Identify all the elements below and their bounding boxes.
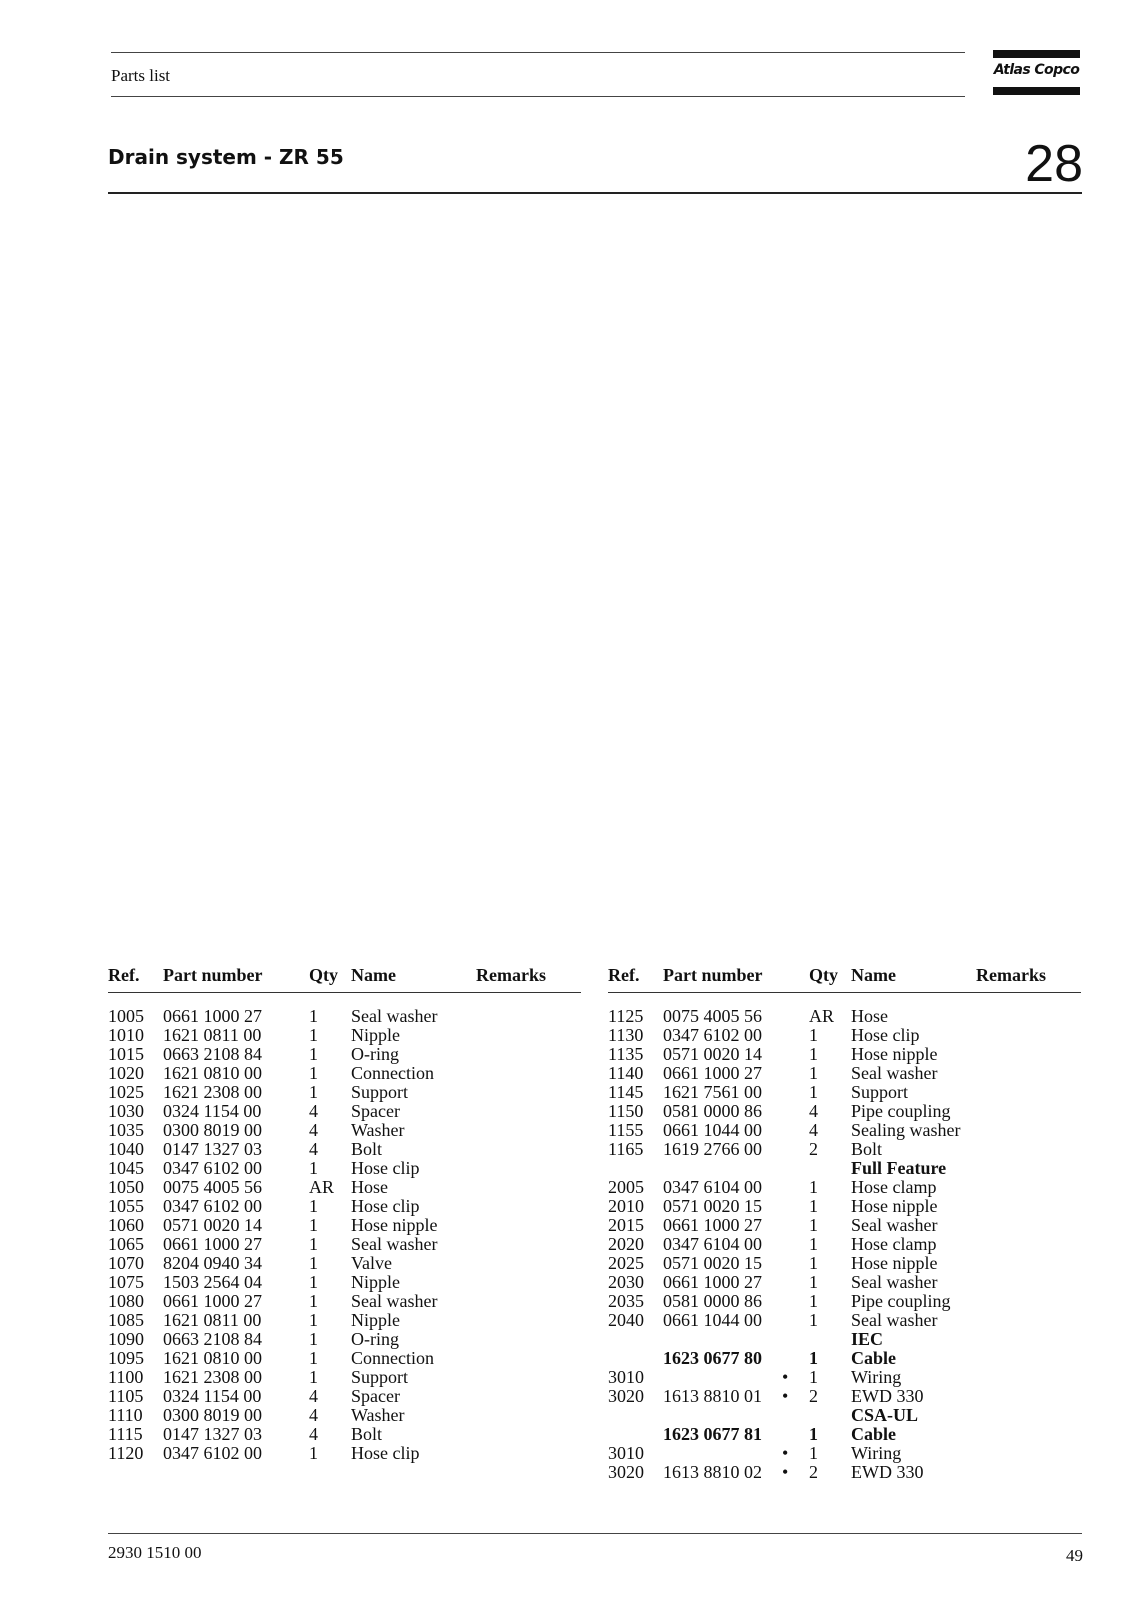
cell-name: Seal washer [851, 1310, 938, 1330]
cell-marker: • [782, 1462, 789, 1482]
cell-part-number: 0347 6102 00 [163, 1443, 262, 1463]
cell-part-number: 0571 0020 14 [163, 1215, 262, 1235]
table-row [108, 1368, 581, 1387]
table-body [108, 993, 581, 1463]
cell-qty: 1 [809, 1253, 818, 1273]
table-row [608, 1083, 1081, 1102]
col-remarks: Remarks [976, 965, 1046, 985]
cell-qty: 2 [809, 1462, 818, 1482]
cell-ref: 3020 [608, 1386, 644, 1406]
table-row [608, 1121, 1081, 1140]
cell-name: Support [351, 1367, 409, 1387]
cell-part-number: 0661 1000 27 [163, 1006, 262, 1026]
cell-ref: 1080 [108, 1291, 144, 1311]
cell-ref: 1120 [108, 1443, 144, 1463]
cell-ref: 2020 [608, 1234, 644, 1254]
cell-ref: 1035 [108, 1120, 144, 1140]
cell-ref: 1130 [608, 1025, 644, 1045]
cell-part-number: 1623 0677 81 [663, 1424, 762, 1444]
table-row [108, 1216, 581, 1235]
cell-qty: 1 [809, 1044, 818, 1064]
logo-wordmark: Atlas Copco [993, 62, 1080, 78]
table-row [608, 1026, 1081, 1045]
cell-ref: 1040 [108, 1139, 144, 1159]
cell-name: Support [851, 1082, 909, 1102]
cell-part-number: 0571 0020 15 [663, 1253, 762, 1273]
cell-qty: 1 [809, 1291, 818, 1311]
cell-qty: 1 [309, 1082, 318, 1102]
table-row [608, 1406, 1081, 1425]
cell-part-number: 1621 0811 00 [163, 1310, 262, 1330]
cell-ref: 2025 [608, 1253, 644, 1273]
table-row [608, 1064, 1081, 1083]
table-row [108, 1425, 581, 1444]
table-row [108, 1121, 581, 1140]
cell-name: Seal washer [851, 1063, 938, 1083]
cell-part-number: 0324 1154 00 [163, 1386, 262, 1406]
cell-qty: 2 [809, 1139, 818, 1159]
cell-qty: 1 [309, 1234, 318, 1254]
cell-ref: 2035 [608, 1291, 644, 1311]
table-row [108, 1102, 581, 1121]
table-row [608, 1178, 1081, 1197]
cell-part-number: 0300 8019 00 [163, 1120, 262, 1140]
header-top-rule [111, 52, 965, 53]
table-row [608, 1102, 1081, 1121]
cell-name: Nipple [351, 1272, 400, 1292]
logo-bottom-bar [993, 87, 1080, 95]
cell-ref: 2040 [608, 1310, 644, 1330]
cell-name: Connection [351, 1348, 434, 1368]
cell-name: Bolt [351, 1139, 383, 1159]
cell-qty: 1 [309, 1310, 318, 1330]
table-row [108, 1444, 581, 1463]
col-part-number: Part number [663, 965, 763, 985]
cell-ref: 1115 [108, 1424, 143, 1444]
cell-part-number: 0075 4005 56 [163, 1177, 262, 1197]
cell-part-number: 0661 1000 27 [663, 1215, 762, 1235]
table-header [108, 965, 581, 993]
cell-qty: 1 [309, 1291, 318, 1311]
cell-name: Washer [351, 1405, 405, 1425]
col-qty: Qty [809, 965, 838, 985]
cell-qty: 1 [309, 1443, 318, 1463]
cell-part-number: 0581 0000 86 [663, 1101, 762, 1121]
cell-ref: 1105 [108, 1386, 144, 1406]
cell-part-number: 1613 8810 02 [663, 1462, 762, 1482]
cell-ref: 1145 [608, 1082, 644, 1102]
cell-ref: 1135 [608, 1044, 644, 1064]
cell-part-number: 0663 2108 84 [163, 1329, 262, 1349]
cell-qty: 4 [809, 1101, 818, 1121]
footer-rule [108, 1533, 1082, 1534]
section-label: Parts list [111, 66, 171, 85]
cell-part-number: 0300 8019 00 [163, 1405, 262, 1425]
cell-name: Hose clamp [851, 1177, 937, 1197]
cell-part-number: 0661 1044 00 [663, 1120, 762, 1140]
table-row [108, 1311, 581, 1330]
cell-name: IEC [851, 1329, 884, 1349]
cell-ref: 1010 [108, 1025, 144, 1045]
cell-name: Hose clamp [851, 1234, 937, 1254]
cell-name: Seal washer [351, 1291, 438, 1311]
cell-ref: 1070 [108, 1253, 144, 1273]
cell-name: Nipple [351, 1310, 400, 1330]
page-number: 49 [1066, 1546, 1083, 1565]
table-row [108, 1007, 581, 1026]
cell-part-number: 0347 6104 00 [663, 1177, 762, 1197]
cell-part-number: 1621 2308 00 [163, 1367, 262, 1387]
col-qty: Qty [309, 965, 338, 985]
table-row [608, 1273, 1081, 1292]
table-row [108, 1159, 581, 1178]
parts-table-right [608, 965, 1081, 1482]
cell-name: Hose nipple [351, 1215, 438, 1235]
cell-part-number: 1621 0811 00 [163, 1025, 262, 1045]
table-row [108, 1330, 581, 1349]
table-row [108, 1026, 581, 1045]
cell-part-number: 0661 1000 27 [663, 1063, 762, 1083]
cell-qty: 4 [309, 1101, 318, 1121]
cell-qty: 1 [809, 1443, 818, 1463]
cell-ref: 1030 [108, 1101, 144, 1121]
cell-ref: 1150 [608, 1101, 644, 1121]
table-row [608, 1444, 1081, 1463]
cell-qty: 4 [309, 1386, 318, 1406]
cell-name: Hose nipple [851, 1253, 938, 1273]
cell-name: Seal washer [851, 1215, 938, 1235]
cell-name: O-ring [351, 1329, 399, 1349]
cell-name: Hose [851, 1006, 888, 1026]
cell-name: Cable [851, 1424, 896, 1444]
cell-part-number: 0661 1044 00 [663, 1310, 762, 1330]
section-number: 28 [1025, 135, 1083, 193]
table-row [608, 1007, 1081, 1026]
cell-part-number: 0347 6102 00 [663, 1025, 762, 1045]
cell-qty: 1 [309, 1329, 318, 1349]
cell-ref: 1085 [108, 1310, 144, 1330]
cell-qty: 1 [309, 1063, 318, 1083]
table-row [108, 1178, 581, 1197]
cell-qty: 1 [809, 1310, 818, 1330]
cell-name: Wiring [851, 1367, 902, 1387]
cell-qty: 1 [809, 1215, 818, 1235]
table-row [108, 1197, 581, 1216]
table-row [608, 1254, 1081, 1273]
cell-qty: 1 [309, 1253, 318, 1273]
cell-qty: 1 [309, 1044, 318, 1064]
cell-ref: 1110 [108, 1405, 143, 1425]
table-row [608, 1197, 1081, 1216]
cell-qty: 1 [309, 1006, 318, 1026]
table-row [608, 1045, 1081, 1064]
cell-marker: • [782, 1443, 789, 1463]
col-name: Name [351, 965, 396, 985]
cell-part-number: 0661 1000 27 [663, 1272, 762, 1292]
atlas-copco-logo [993, 50, 1080, 95]
cell-name: Wiring [851, 1443, 902, 1463]
cell-qty: 4 [309, 1424, 318, 1444]
table-row [108, 1254, 581, 1273]
cell-part-number: 8204 0940 34 [163, 1253, 262, 1273]
cell-part-number: 1623 0677 80 [663, 1348, 762, 1368]
cell-part-number: 0661 1000 27 [163, 1291, 262, 1311]
cell-name: Nipple [351, 1025, 400, 1045]
cell-qty: AR [309, 1177, 335, 1197]
cell-name: Hose nipple [851, 1044, 938, 1064]
cell-part-number: 0347 6104 00 [663, 1234, 762, 1254]
cell-name: Hose clip [351, 1196, 420, 1216]
cell-name: Seal washer [351, 1234, 438, 1254]
col-name: Name [851, 965, 896, 985]
table-row [108, 1387, 581, 1406]
col-remarks: Remarks [476, 965, 546, 985]
cell-part-number: 0661 1000 27 [163, 1234, 262, 1254]
cell-ref: 1125 [608, 1006, 644, 1026]
cell-qty: 1 [309, 1025, 318, 1045]
cell-part-number: 1621 2308 00 [163, 1082, 262, 1102]
cell-ref: 1075 [108, 1272, 144, 1292]
table-header [608, 965, 1081, 993]
cell-name: Seal washer [851, 1272, 938, 1292]
cell-part-number: 0147 1327 03 [163, 1139, 262, 1159]
cell-name: Pipe coupling [851, 1291, 951, 1311]
col-ref: Ref. [608, 965, 640, 985]
cell-qty: 1 [309, 1196, 318, 1216]
cell-ref: 1165 [608, 1139, 644, 1159]
cell-name: Spacer [351, 1386, 400, 1406]
cell-name: Spacer [351, 1101, 400, 1121]
table-row [608, 1330, 1081, 1349]
cell-name: CSA-UL [851, 1405, 919, 1425]
cell-name: Hose clip [851, 1025, 920, 1045]
cell-name: Connection [351, 1063, 434, 1083]
cell-name: Washer [351, 1120, 405, 1140]
cell-name: Cable [851, 1348, 896, 1368]
cell-qty: 4 [309, 1120, 318, 1140]
col-part-number: Part number [163, 965, 263, 985]
cell-ref: 2005 [608, 1177, 644, 1197]
cell-name: Bolt [351, 1424, 383, 1444]
cell-name: Pipe coupling [851, 1101, 951, 1121]
cell-ref: 1095 [108, 1348, 144, 1368]
cell-ref: 3010 [608, 1367, 644, 1387]
cell-ref: 1090 [108, 1329, 144, 1349]
table-row [108, 1140, 581, 1159]
cell-marker: • [782, 1386, 789, 1406]
table-row [608, 1463, 1081, 1482]
table-row [108, 1406, 581, 1425]
cell-qty: 1 [809, 1272, 818, 1292]
cell-part-number: 1503 2564 04 [163, 1272, 262, 1292]
cell-ref: 1065 [108, 1234, 144, 1254]
cell-name: Support [351, 1082, 409, 1102]
title-rule [108, 192, 1082, 194]
page-title: Drain system - ZR 55 [108, 145, 344, 169]
table-row [608, 1159, 1081, 1178]
cell-part-number: 1621 0810 00 [163, 1063, 262, 1083]
cell-name: Full Feature [851, 1158, 947, 1178]
table-row [608, 1311, 1081, 1330]
cell-qty: 1 [809, 1082, 818, 1102]
table-row [608, 1387, 1081, 1406]
document-number: 2930 1510 00 [108, 1543, 202, 1562]
cell-qty: 1 [309, 1348, 318, 1368]
table-row [108, 1045, 581, 1064]
cell-qty: 4 [309, 1405, 318, 1425]
cell-part-number: 0581 0000 86 [663, 1291, 762, 1311]
cell-ref: 1005 [108, 1006, 144, 1026]
cell-qty: 1 [309, 1367, 318, 1387]
cell-part-number: 0571 0020 15 [663, 1196, 762, 1216]
cell-ref: 3010 [608, 1443, 644, 1463]
table-row [608, 1425, 1081, 1444]
cell-ref: 1100 [108, 1367, 144, 1387]
logo-top-bar [993, 50, 1080, 58]
table-row [108, 1064, 581, 1083]
parts-table-left [108, 965, 581, 1463]
cell-name: EWD 330 [851, 1462, 924, 1482]
cell-ref: 1155 [608, 1120, 644, 1140]
cell-ref: 2010 [608, 1196, 644, 1216]
cell-name: Bolt [851, 1139, 883, 1159]
col-ref: Ref. [108, 965, 140, 985]
cell-name: EWD 330 [851, 1386, 924, 1406]
cell-ref: 1020 [108, 1063, 144, 1083]
cell-qty: 1 [809, 1025, 818, 1045]
cell-qty: 1 [809, 1063, 818, 1083]
drawing-area [108, 205, 1082, 945]
table-row [608, 1368, 1081, 1387]
table-row [108, 1083, 581, 1102]
cell-name: O-ring [351, 1044, 399, 1064]
cell-ref: 3020 [608, 1462, 644, 1482]
cell-part-number: 0663 2108 84 [163, 1044, 262, 1064]
cell-part-number: 0571 0020 14 [663, 1044, 762, 1064]
cell-ref: 1025 [108, 1082, 144, 1102]
cell-name: Valve [351, 1253, 392, 1273]
cell-qty: AR [809, 1006, 835, 1026]
table-row [608, 1216, 1081, 1235]
cell-qty: 1 [809, 1367, 818, 1387]
cell-qty: 1 [809, 1234, 818, 1254]
table-row [108, 1349, 581, 1368]
cell-part-number: 0147 1327 03 [163, 1424, 262, 1444]
cell-qty: 1 [309, 1215, 318, 1235]
cell-ref: 1060 [108, 1215, 144, 1235]
cell-name: Hose [351, 1177, 388, 1197]
cell-part-number: 0347 6102 00 [163, 1196, 262, 1216]
cell-qty: 1 [809, 1348, 818, 1368]
table-row [108, 1273, 581, 1292]
cell-qty: 1 [309, 1272, 318, 1292]
table-row [608, 1140, 1081, 1159]
cell-name: Hose clip [351, 1443, 420, 1463]
cell-name: Hose clip [351, 1158, 420, 1178]
cell-marker: • [782, 1367, 789, 1387]
cell-qty: 2 [809, 1386, 818, 1406]
cell-qty: 4 [809, 1120, 818, 1140]
cell-qty: 1 [809, 1196, 818, 1216]
cell-part-number: 1621 7561 00 [663, 1082, 762, 1102]
cell-part-number: 0324 1154 00 [163, 1101, 262, 1121]
cell-ref: 1055 [108, 1196, 144, 1216]
table-row [108, 1292, 581, 1311]
cell-ref: 2015 [608, 1215, 644, 1235]
cell-part-number: 0075 4005 56 [663, 1006, 762, 1026]
cell-ref: 1050 [108, 1177, 144, 1197]
cell-ref: 2030 [608, 1272, 644, 1292]
cell-name: Seal washer [351, 1006, 438, 1026]
cell-ref: 1015 [108, 1044, 144, 1064]
cell-name: Hose nipple [851, 1196, 938, 1216]
table-body [608, 993, 1081, 1482]
cell-qty: 1 [309, 1158, 318, 1178]
cell-part-number: 1613 8810 01 [663, 1386, 762, 1406]
cell-qty: 4 [309, 1139, 318, 1159]
table-row [108, 1235, 581, 1254]
table-row [608, 1292, 1081, 1311]
table-row [608, 1349, 1081, 1368]
cell-ref: 1140 [608, 1063, 644, 1083]
table-row [608, 1235, 1081, 1254]
cell-part-number: 1621 0810 00 [163, 1348, 262, 1368]
header-bottom-rule [111, 96, 965, 97]
cell-name: Sealing washer [851, 1120, 961, 1140]
cell-qty: 1 [809, 1177, 818, 1197]
cell-qty: 1 [809, 1424, 818, 1444]
cell-part-number: 1619 2766 00 [663, 1139, 762, 1159]
cell-part-number: 0347 6102 00 [163, 1158, 262, 1178]
cell-ref: 1045 [108, 1158, 144, 1178]
